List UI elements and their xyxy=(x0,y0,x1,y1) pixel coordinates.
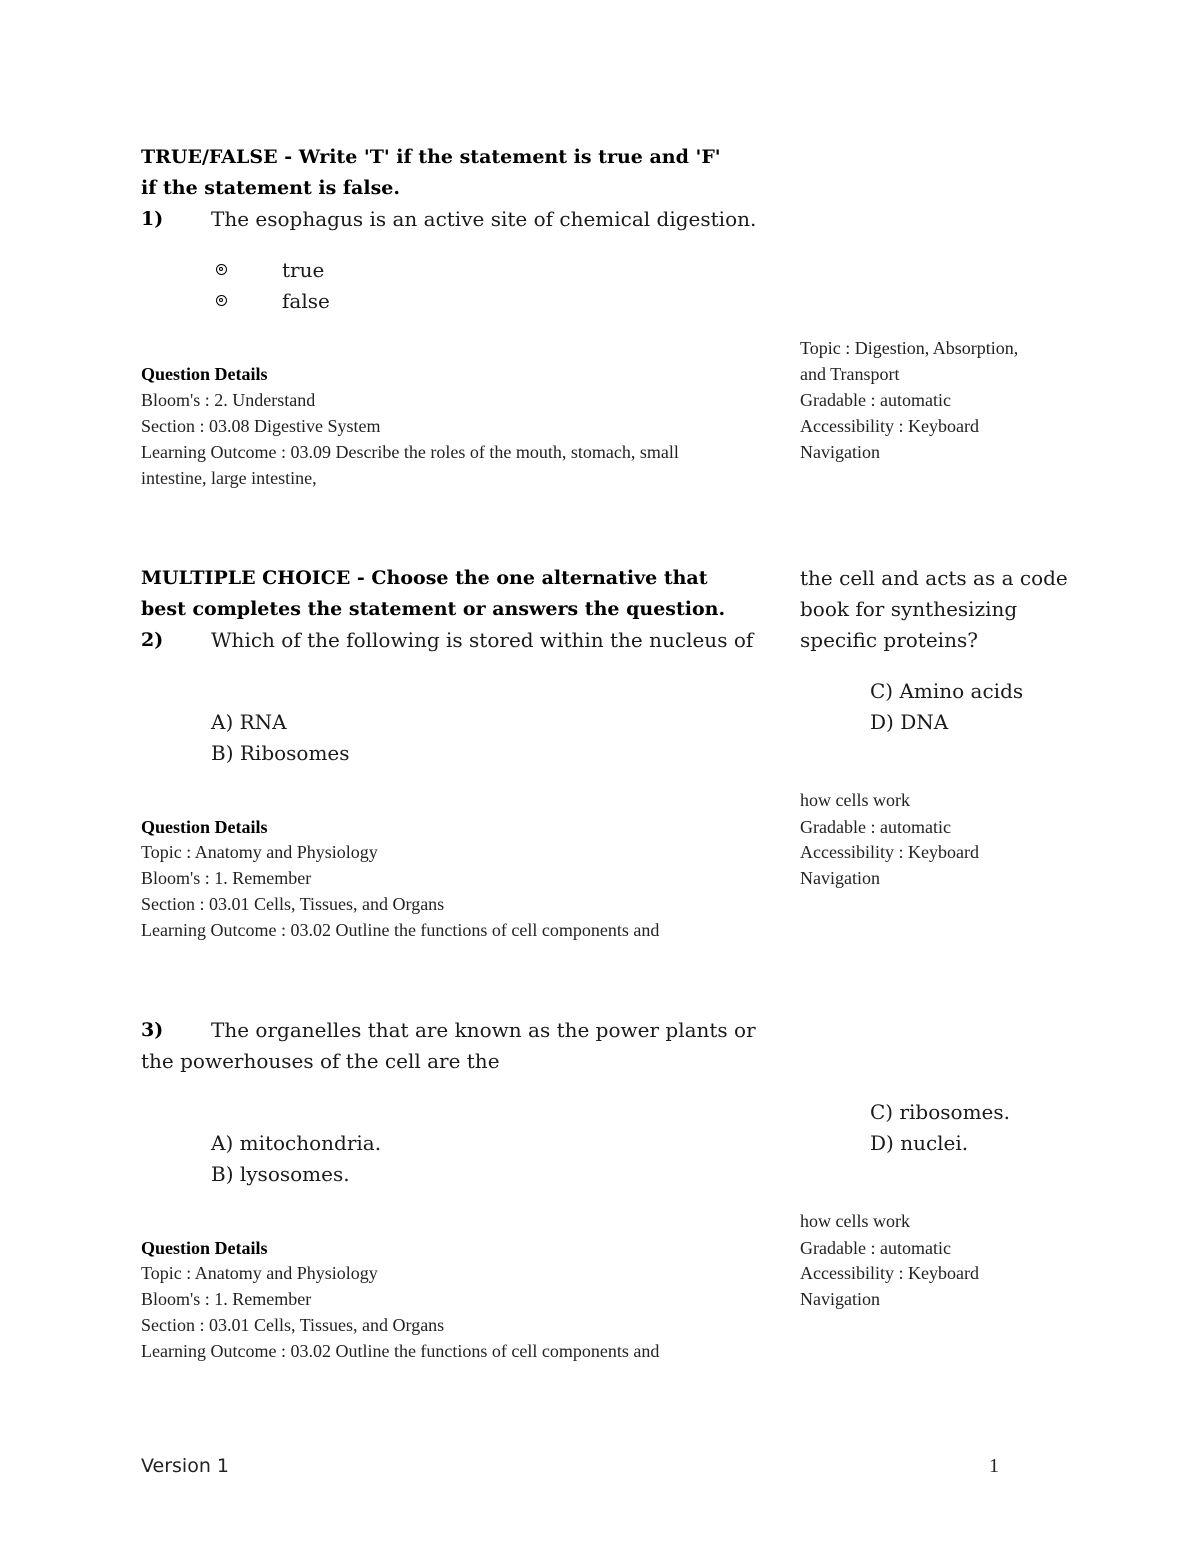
question-2-text-right-1: the cell and acts as a code xyxy=(800,566,1068,590)
option-false-label: false xyxy=(282,289,330,313)
q1-detail-topic-cont: and Transport xyxy=(800,364,900,384)
q2-option-c[interactable]: C) Amino acids xyxy=(870,679,1024,703)
q2-detail-accessibility-cont: Navigation xyxy=(800,868,880,888)
radio-false[interactable] xyxy=(216,295,227,306)
question-3-text: The organelles that are known as the power plants or xyxy=(211,1018,756,1042)
question-2-text-right-2: book for synthesizing xyxy=(800,597,1018,621)
q2-detail-accessibility: Accessibility : Keyboard xyxy=(800,842,979,862)
q3-detail-topic: Topic : Anatomy and Physiology xyxy=(141,1263,378,1283)
section-heading-multiple-choice-line2: best completes the statement or answers the question. xyxy=(141,598,726,620)
q3-detail-accessibility-cont: Navigation xyxy=(800,1289,880,1309)
question-3-text-line2: the powerhouses of the cell are the xyxy=(141,1049,500,1073)
q1-detail-gradable: Gradable : automatic xyxy=(800,390,951,410)
option-true-label: true xyxy=(282,258,325,282)
q3-detail-blooms: Bloom's : 1. Remember xyxy=(141,1289,312,1309)
q3-detail-outcome-cont: how cells work xyxy=(800,1211,910,1231)
q2-detail-gradable: Gradable : automatic xyxy=(800,817,951,837)
q3-option-c[interactable]: C) ribosomes. xyxy=(870,1100,1010,1124)
q3-detail-gradable: Gradable : automatic xyxy=(800,1238,951,1258)
q2-option-d[interactable]: D) DNA xyxy=(870,710,949,734)
q2-detail-blooms: Bloom's : 1. Remember xyxy=(141,868,312,888)
footer-page-number: 1 xyxy=(989,1455,999,1477)
question-number-3: 3) xyxy=(141,1019,164,1041)
question-1-text: The esophagus is an active site of chemical digestion. xyxy=(211,207,757,231)
q3-detail-accessibility: Accessibility : Keyboard xyxy=(800,1263,979,1283)
q3-details-heading: Question Details xyxy=(141,1238,268,1258)
q1-detail-learning-outcome: Learning Outcome : 03.09 Describe the roles of the mouth, stomach, small xyxy=(141,442,679,462)
q1-detail-section: Section : 03.08 Digestive System xyxy=(141,416,381,436)
q1-detail-topic: Topic : Digestion, Absorption, xyxy=(800,338,1019,358)
q3-detail-section: Section : 03.01 Cells, Tissues, and Organs xyxy=(141,1315,445,1335)
section-heading-true-false: TRUE/FALSE - Write 'T' if the statement is true and 'F' xyxy=(141,146,721,168)
q3-detail-learning-outcome: Learning Outcome : 03.02 Outline the functions of cell components and xyxy=(141,1341,660,1361)
q3-option-a[interactable]: A) mitochondria. xyxy=(211,1131,382,1155)
q1-details-heading: Question Details xyxy=(141,364,268,384)
q3-option-d[interactable]: D) nuclei. xyxy=(870,1131,969,1155)
q2-option-a[interactable]: A) RNA xyxy=(211,710,287,734)
q1-detail-accessibility-cont: Navigation xyxy=(800,442,880,462)
q1-detail-learning-outcome-cont: intestine, large intestine, xyxy=(141,468,317,488)
question-2-text: Which of the following is stored within the nucleus of xyxy=(211,628,754,652)
question-number-2: 2) xyxy=(141,629,164,651)
question-number-1: 1) xyxy=(141,208,164,230)
q2-detail-section: Section : 03.01 Cells, Tissues, and Organs xyxy=(141,894,445,914)
footer-version: Version 1 xyxy=(141,1455,229,1477)
q2-option-b[interactable]: B) Ribosomes xyxy=(211,741,350,765)
q2-detail-learning-outcome: Learning Outcome : 03.02 Outline the functions of cell components and xyxy=(141,920,660,940)
q1-detail-accessibility: Accessibility : Keyboard xyxy=(800,416,979,436)
radio-true[interactable] xyxy=(216,264,227,275)
q3-option-b[interactable]: B) lysosomes. xyxy=(211,1162,350,1186)
question-2-text-right-3: specific proteins? xyxy=(800,628,978,652)
section-heading-multiple-choice: MULTIPLE CHOICE - Choose the one alternative that xyxy=(141,567,708,589)
q2-details-heading: Question Details xyxy=(141,817,268,837)
section-heading-true-false-line2: if the statement is false. xyxy=(141,177,400,199)
q2-detail-outcome-cont: how cells work xyxy=(800,790,910,810)
q2-detail-topic: Topic : Anatomy and Physiology xyxy=(141,842,378,862)
q1-detail-blooms: Bloom's : 2. Understand xyxy=(141,390,316,410)
